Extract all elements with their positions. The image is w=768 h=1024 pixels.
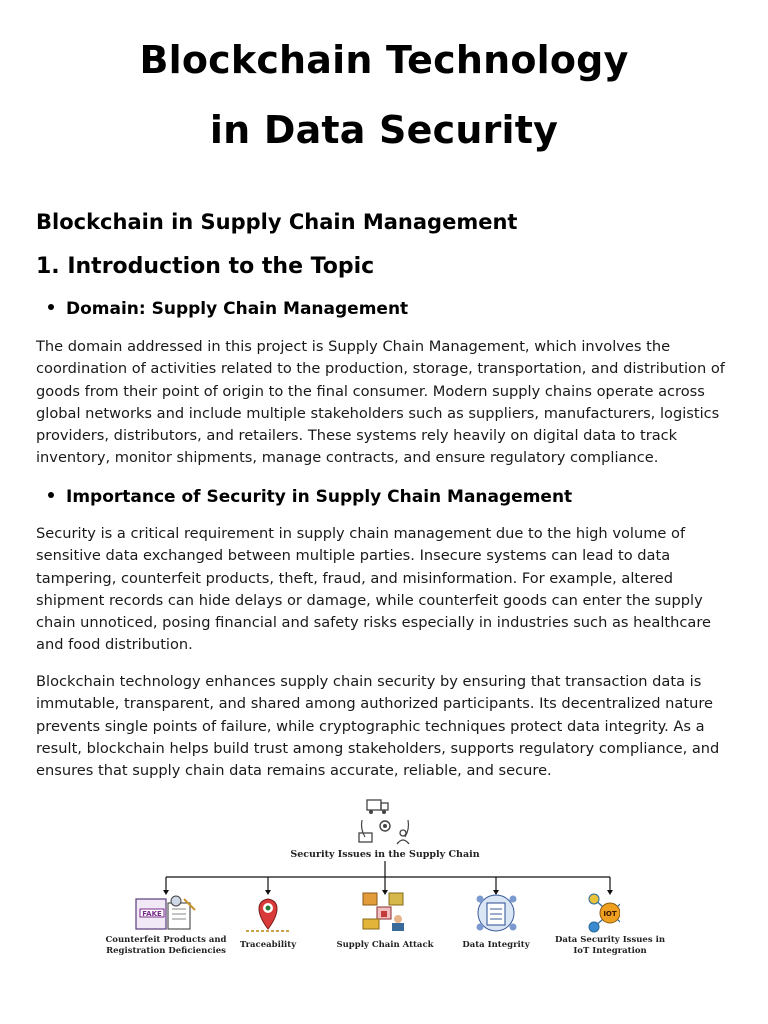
figure-item-label-5 [540, 935, 680, 957]
attack-icon [363, 893, 404, 931]
arrowheads [163, 890, 613, 895]
supply-chain-security-figure [80, 795, 665, 965]
figure-item-label-4: Data Integrity [462, 940, 530, 950]
iot-icon [589, 894, 620, 932]
item-5-line-1: Data Security Issues in [555, 935, 665, 945]
location-pin-icon [246, 899, 290, 931]
intro-heading: 1. Introduction to the Topic [36, 254, 375, 279]
item-5-line-2: IoT Integration [573, 946, 647, 956]
figure-item-label-1 [100, 935, 232, 957]
fake-document-icon [136, 896, 195, 929]
bullet-importance-text: Importance of Security in Supply Chain Management [66, 487, 573, 507]
bullet-dot [48, 492, 54, 498]
bullet-domain [48, 296, 408, 322]
iot-text: IOT [603, 910, 617, 918]
fake-stamp-text: FAKE [142, 910, 162, 918]
item-1-line-1: Counterfeit Products and [105, 935, 227, 945]
data-integrity-icon [477, 895, 517, 931]
bullet-domain-text: Domain: Supply Chain Management [66, 299, 409, 319]
supply-chain-cycle-icon [359, 800, 409, 844]
figure-item-label-2: Traceability [239, 940, 297, 950]
bullet-importance [48, 484, 572, 510]
title-line-1: Blockchain Technology [139, 38, 629, 82]
section-title: Blockchain in Supply Chain Management [36, 210, 518, 234]
connector-lines [166, 861, 610, 891]
paragraph-security: Security is a critical requirement in supply chain management due to the high volume of sensitive data exchanged between multiple parties. Insecure systems can lead to data tampering, counterfeit products, theft, fraud, and misinformation. For example, altered shipment records can hide delays or damage, while counterfeit goods can enter the supply chain unnoticed, posing financial and safety risks especially in industries such as healthcare and food distribution. [36, 525, 711, 654]
title-line-2: in Data Security [209, 108, 559, 152]
bullet-dot [48, 304, 54, 310]
paragraph-domain: The domain addressed in this project is Supply Chain Management, which involves the coordination of activities related to the production, storage, transportation, and distribution of goods from their point of origin to the final consumer. Modern supply chains operate across global networks and include multiple stakeholders such as suppliers, manufacturers, logistics providers, distributors, and retailers. These systems rely heavily on digital data to track inventory, monitor shipments, manage contracts, and ensure regulatory compliance. [36, 338, 725, 467]
figure-root-label: Security Issues in the Supply Chain [290, 849, 480, 860]
document-title [36, 0, 732, 165]
item-1-line-2: Registration Deficiencies [106, 946, 226, 956]
figure-item-label-3: Supply Chain Attack [336, 940, 434, 950]
document-page [36, 0, 732, 780]
paragraph-blockchain: Blockchain technology enhances supply chain security by ensuring that transaction data is immutable, transparent, and shared among authorized participants. Its decentralized nature prevents single points of failure, while cryptographic techniques protect data integrity. As a result, blockchain helps build trust among stakeholders, supports regulatory compliance, and ensures that supply chain data remains accurate, reliable, and secure. [36, 673, 720, 780]
